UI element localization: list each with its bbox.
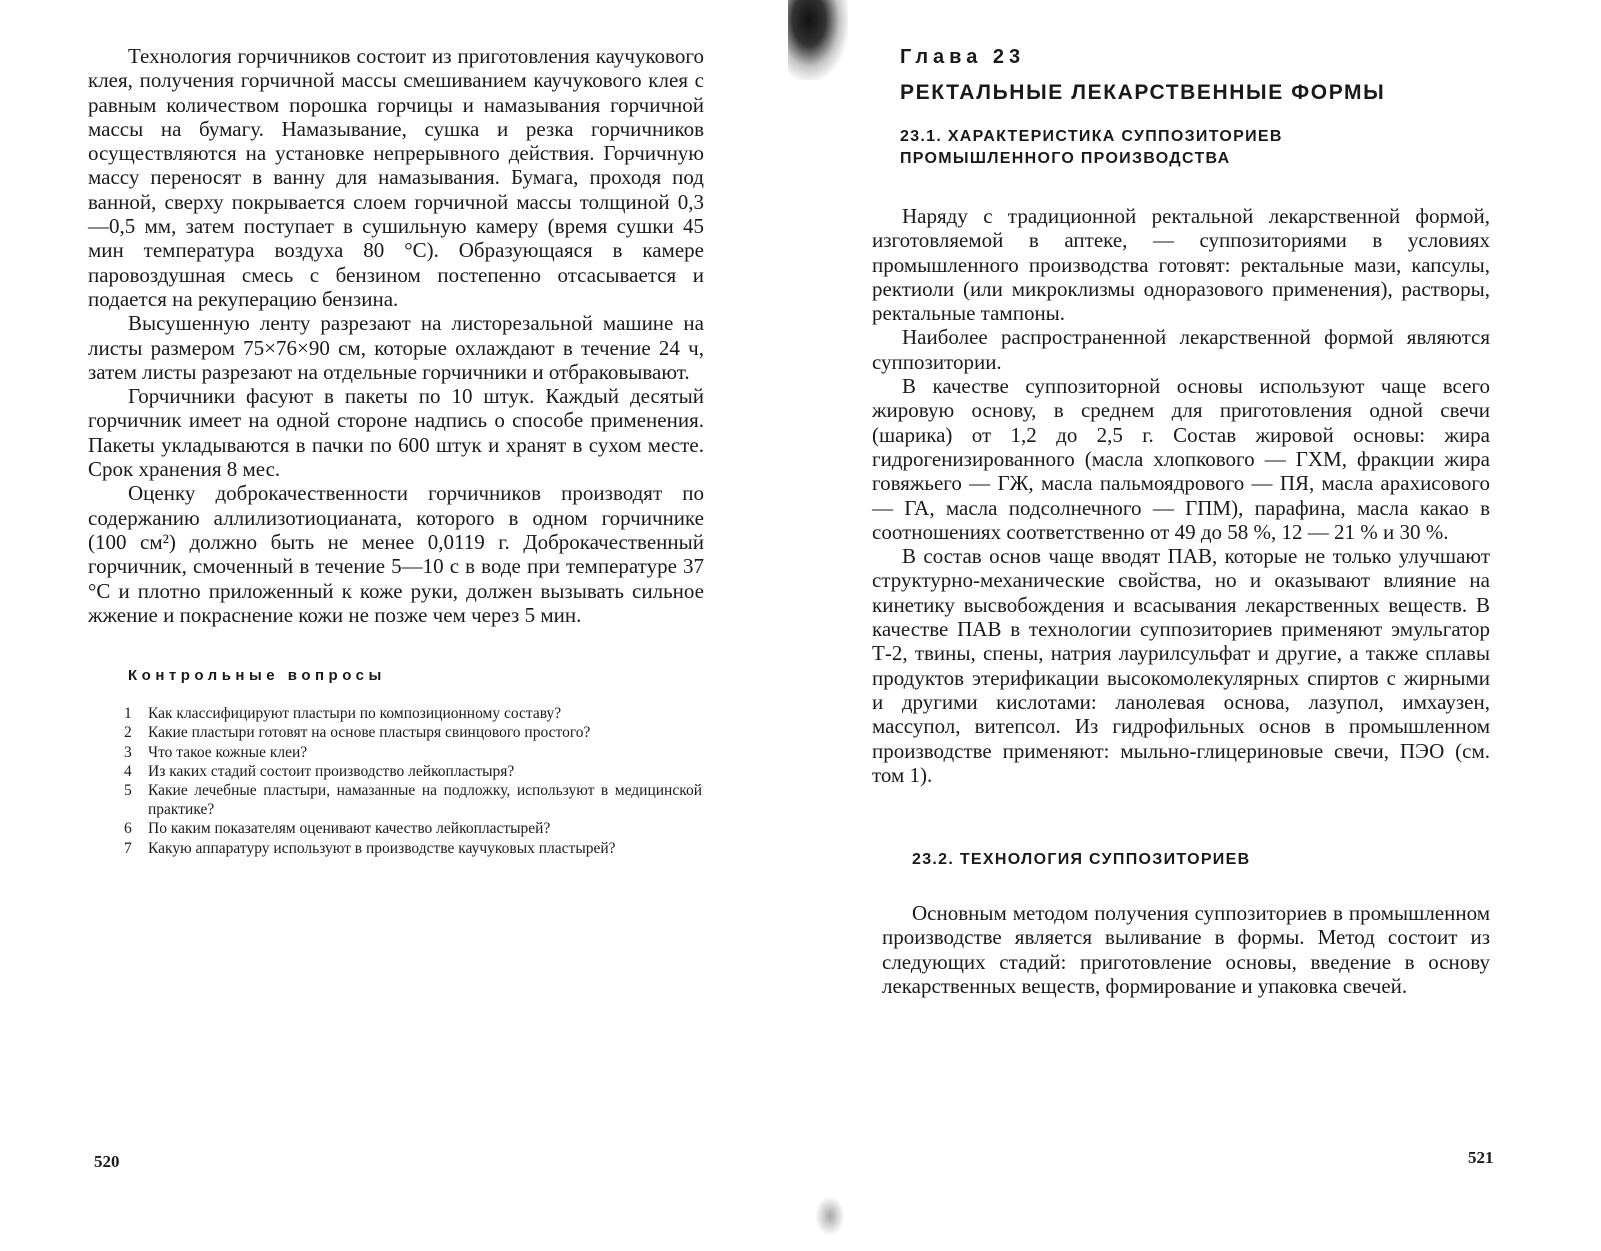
question-number: 5 bbox=[124, 781, 132, 799]
question-text: Какие пластыри готовят на основе пластыря свинцового простого? bbox=[148, 724, 591, 742]
body-paragraph: Наряду с традиционной ректальной лекарственной формой, изготовляемой в аптеке, — суппозиториями в условиях промышленного производства готовят: ректальные мази, капсулы, ректиоли (или микроклизмы одноразового применения), растворы, ректальные тампоны. bbox=[872, 204, 1490, 326]
section-body bbox=[882, 901, 1490, 998]
list-item bbox=[88, 762, 704, 781]
page-number: 521 bbox=[1468, 1148, 1494, 1167]
chapter-title: РЕКТАЛЬНЫЕ ЛЕКАРСТВЕННЫЕ ФОРМЫ bbox=[900, 81, 1386, 104]
list-item bbox=[88, 704, 704, 723]
body-paragraph: Технология горчичников состоит из приготовления каучукового клея, получения горчичной массы смешиванием каучукового клея с равным количеством порошка горчицы и намазывания горчичной массы на бумагу. Намазывание, сушка и резка горчичников осуществляются на установке непрерывного действия. Горчичную массу переносят в ванну для намазывания. Бумага, проходя под ванной, сверху покрывается слоем горчичной массы толщиной 0,3—0,5 мм, затем поступает в сушильную камеру (время сушки 45 мин температура воздуха 80 °С). Образующаяся в камере паровоздушная смесь с бензином постепенно отсасывается и подается на рекуперацию бензина. bbox=[88, 44, 704, 311]
section-heading: 23.2. ТЕХНОЛОГИЯ СУППОЗИТОРИЕВ bbox=[912, 851, 1251, 869]
section-heading bbox=[900, 126, 1490, 170]
question-text: По каким показателям оценивают качество лейкопластырей? bbox=[148, 820, 551, 838]
body-paragraph: В состав основ чаще вводят ПАВ, которые не только улучшают структурно-механические свойства, но и оказывают влияние на кинетику высвобождения и всасывания лекарственных веществ. В качестве ПАВ в технологии суппозиториев применяют эмульгатор Т-2, твины, спены, натрия лаурилсульфат и другие, а также сплавы продуктов этерификации высокомолекулярных спиртов с жирными и другими кислотами: ланолевая основа, лазупол, имхаузен, массупол, витепсол. Из гидрофильных основ в промышленном производстве применяют: мыльно-глицериновые свечи, ПЭО (см. том 1). bbox=[872, 544, 1490, 787]
list-item bbox=[88, 723, 704, 742]
list-item bbox=[88, 781, 704, 819]
control-questions-heading: Контрольные вопросы bbox=[128, 667, 386, 685]
question-text: Как классифицируют пластыри по композиционному составу? bbox=[148, 705, 562, 723]
chapter-label: Глава 23 bbox=[900, 46, 1026, 68]
body-paragraph: Высушенную ленту разрезают на листорезальной машине на листы размером 75×76×90 см, которые охлаждают в течение 24 ч, затем листы разрезают на отдельные горчичники и отбраковывают. bbox=[88, 311, 704, 384]
question-number: 2 bbox=[124, 724, 132, 742]
questions-list bbox=[88, 704, 704, 858]
list-item bbox=[88, 819, 704, 838]
body-paragraph: В качестве суппозиторной основы используют чаще всего жировую основу, в среднем для приготовления одной свечи (шарика) от 1,2 до 2,5 г. Состав жировой основы: жира гидрогенизированного (масла хлопкового — ГХМ, фракции жира говяжьего — ГЖ, масла пальмоядрового — ПЯ, масла арахисового — ГА, масла подсолнечного — ГПМ), парафина, масла какао в соотношениях соответственно от 49 до 58 %, 12 — 21 % и 30 %. bbox=[872, 374, 1490, 544]
section-body bbox=[872, 204, 1490, 787]
question-text: Какие лечебные пластыри, намазанные на подложку, используют в медицинской практике? bbox=[148, 781, 702, 819]
list-item bbox=[88, 743, 704, 762]
left-page bbox=[0, 0, 790, 1251]
right-text-column bbox=[872, 44, 1490, 998]
body-paragraph: Оценку доброкачественности горчичников производят по содержанию аллилизотиоцианата, которого в одном горчичнике (100 см²) должно быть не менее 0,0119 г. Доброкачественный горчичник, смоченный в течение 5—10 с в воде при температуре 37 °С и плотно приложенный к коже руки, должен вызывать сильное жжение и покраснение кожи не позже чем через 5 мин. bbox=[88, 481, 704, 627]
left-text-column bbox=[88, 44, 704, 858]
question-number: 6 bbox=[124, 820, 132, 838]
body-paragraph: Горчичники фасуют в пакеты по 10 штук. Каждый десятый горчичник имеет на одной стороне надпись о способе применения. Пакеты укладываются в пачки по 600 штук и хранят в сухом месте. Срок хранения 8 мес. bbox=[88, 384, 704, 482]
section-heading-line: ПРОМЫШЛЕННОГО ПРОИЗВОДСТВА bbox=[900, 150, 1231, 167]
question-text: Какую аппаратуру используют в производстве каучуковых пластырей? bbox=[148, 839, 616, 857]
body-paragraph: Основным методом получения суппозиториев в промышленном производстве является выливание в формы. Метод состоит из следующих стадий: приготовление основы, введение в основу лекарственных веществ, формирование и упаковка свечей. bbox=[882, 901, 1490, 999]
question-number: 7 bbox=[124, 839, 132, 857]
question-number: 4 bbox=[124, 762, 132, 780]
question-number: 3 bbox=[124, 743, 132, 761]
right-page bbox=[800, 0, 1601, 1251]
question-number: 1 bbox=[124, 705, 132, 723]
body-paragraph: Наиболее распространенной лекарственной формой являются суппозитории. bbox=[872, 325, 1490, 374]
question-text: Что такое кожные клеи? bbox=[148, 743, 308, 761]
section-heading-line: 23.1. ХАРАКТЕРИСТИКА СУППОЗИТОРИЕВ bbox=[900, 128, 1283, 145]
question-text: Из каких стадий состоит производство лейкопластыря? bbox=[148, 762, 515, 780]
page-number: 520 bbox=[94, 1152, 120, 1171]
list-item bbox=[88, 839, 704, 858]
